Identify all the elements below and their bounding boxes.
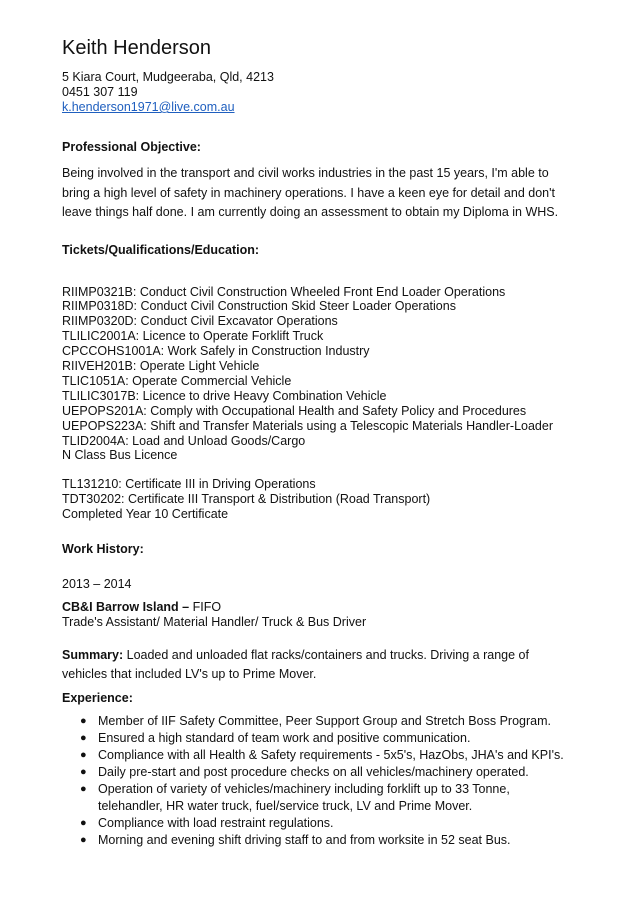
bullet-icon: ● xyxy=(80,816,87,829)
ticket-item: TLILIC3017B: Licence to drive Heavy Combination Vehicle xyxy=(62,388,387,403)
ticket-item: RIIMP0318D: Conduct Civil Construction Skid Steer Loader Operations xyxy=(62,299,456,314)
experience-item: ● Compliance with load restraint regulations. xyxy=(80,815,334,830)
tickets-list xyxy=(62,285,602,464)
job-role: Trade's Assistant/ Material Handler/ Truck & Bus Driver xyxy=(62,614,367,629)
ticket-item: CPCCOHS1001A: Work Safely in Construction Industry xyxy=(62,344,370,359)
summary-paragraph xyxy=(62,646,602,685)
bullet-icon: ● xyxy=(80,833,87,846)
address: 5 Kiara Court, Mudgeeraba, Qld, 4213 xyxy=(62,70,274,84)
experience-item: ● Ensured a high standard of team work and positive communication. xyxy=(80,730,471,745)
employer-name: CB&I Barrow Island – xyxy=(62,600,190,614)
objective-line: Being involved in the transport and civil works industries in the past 15 years, I'm able to xyxy=(62,166,549,180)
work-history-heading: Work History: xyxy=(62,542,144,557)
experience-item: ● Member of IIF Safety Committee, Peer Support Group and Stretch Boss Program. xyxy=(80,713,551,728)
certificate-item: TL131210: Certificate III in Driving Operations xyxy=(62,477,316,492)
bullet-icon: ● xyxy=(80,765,87,778)
bullet-icon: ● xyxy=(80,782,87,795)
work-period: 2013 – 2014 xyxy=(62,577,132,592)
summary-text: Loaded and unloaded flat racks/containers and trucks. Driving a range of xyxy=(123,647,529,662)
email-link[interactable]: k.henderson1971@live.com.au xyxy=(62,100,235,114)
experience-heading: Experience: xyxy=(62,690,133,705)
employer xyxy=(62,600,602,615)
ticket-item: TLIC1051A: Operate Commercial Vehicle xyxy=(62,373,292,388)
experience-item: ● Morning and evening shift driving staff to and from worksite in 52 seat Bus. xyxy=(80,832,511,847)
experience-item: ● Operation of variety of vehicles/machinery including forklift up to 33 Tonne, telehandler, HR water truck, fuel/service truck, LV and Prime Mover. xyxy=(80,781,510,813)
certificate-item: Completed Year 10 Certificate xyxy=(62,507,229,522)
phone: 0451 307 119 xyxy=(62,85,138,99)
experience-item: ● Daily pre-start and post procedure checks on all vehicles/machinery operated. xyxy=(80,764,529,779)
objective-paragraph xyxy=(62,164,602,223)
bullet-icon: ● xyxy=(80,748,87,761)
summary-text: vehicles that included LV's up to Prime Mover. xyxy=(62,667,317,682)
resume-page xyxy=(62,36,602,849)
objective-line: bring a high level of safety in machinery operations. I have a keen eye for detail and don't xyxy=(62,185,555,200)
certificates-list xyxy=(62,477,602,522)
experience-list xyxy=(62,713,602,849)
objective-line: leave things half done. I am currently doing an assessment to obtain my Diploma in WHS. xyxy=(62,205,559,219)
ticket-item: RIIMP0321B: Conduct Civil Construction Wheeled Front End Loader Operations xyxy=(62,284,506,299)
experience-item: ● Compliance with all Health & Safety requirements - 5x5's, HazObs, JHA's and KPI's. xyxy=(80,747,564,762)
employer-type: FIFO xyxy=(189,600,222,614)
summary-label: Summary: xyxy=(62,647,124,662)
objective-heading: Professional Objective: xyxy=(62,140,201,154)
candidate-name: Keith Henderson xyxy=(62,37,211,59)
ticket-item: RIIMP0320D: Conduct Civil Excavator Operations xyxy=(62,314,338,329)
certificate-item: TDT30202: Certificate III Transport & Distribution (Road Transport) xyxy=(62,492,431,507)
ticket-item: TLID2004A: Load and Unload Goods/Cargo xyxy=(62,433,306,448)
ticket-item: TLILIC2001A: Licence to Operate Forklift Truck xyxy=(62,329,324,344)
tickets-heading: Tickets/Qualifications/Education: xyxy=(62,242,260,257)
ticket-item: RIIVEH201B: Operate Light Vehicle xyxy=(62,359,260,374)
ticket-item: UEPOPS201A: Comply with Occupational Health and Safety Policy and Procedures xyxy=(62,403,527,418)
contact-block xyxy=(62,70,602,115)
bullet-icon: ● xyxy=(80,714,87,727)
bullet-icon: ● xyxy=(80,731,87,744)
ticket-item: N Class Bus Licence xyxy=(62,448,178,463)
ticket-item: UEPOPS223A: Shift and Transfer Materials using a Telescopic Materials Handler-Loader xyxy=(62,418,553,433)
